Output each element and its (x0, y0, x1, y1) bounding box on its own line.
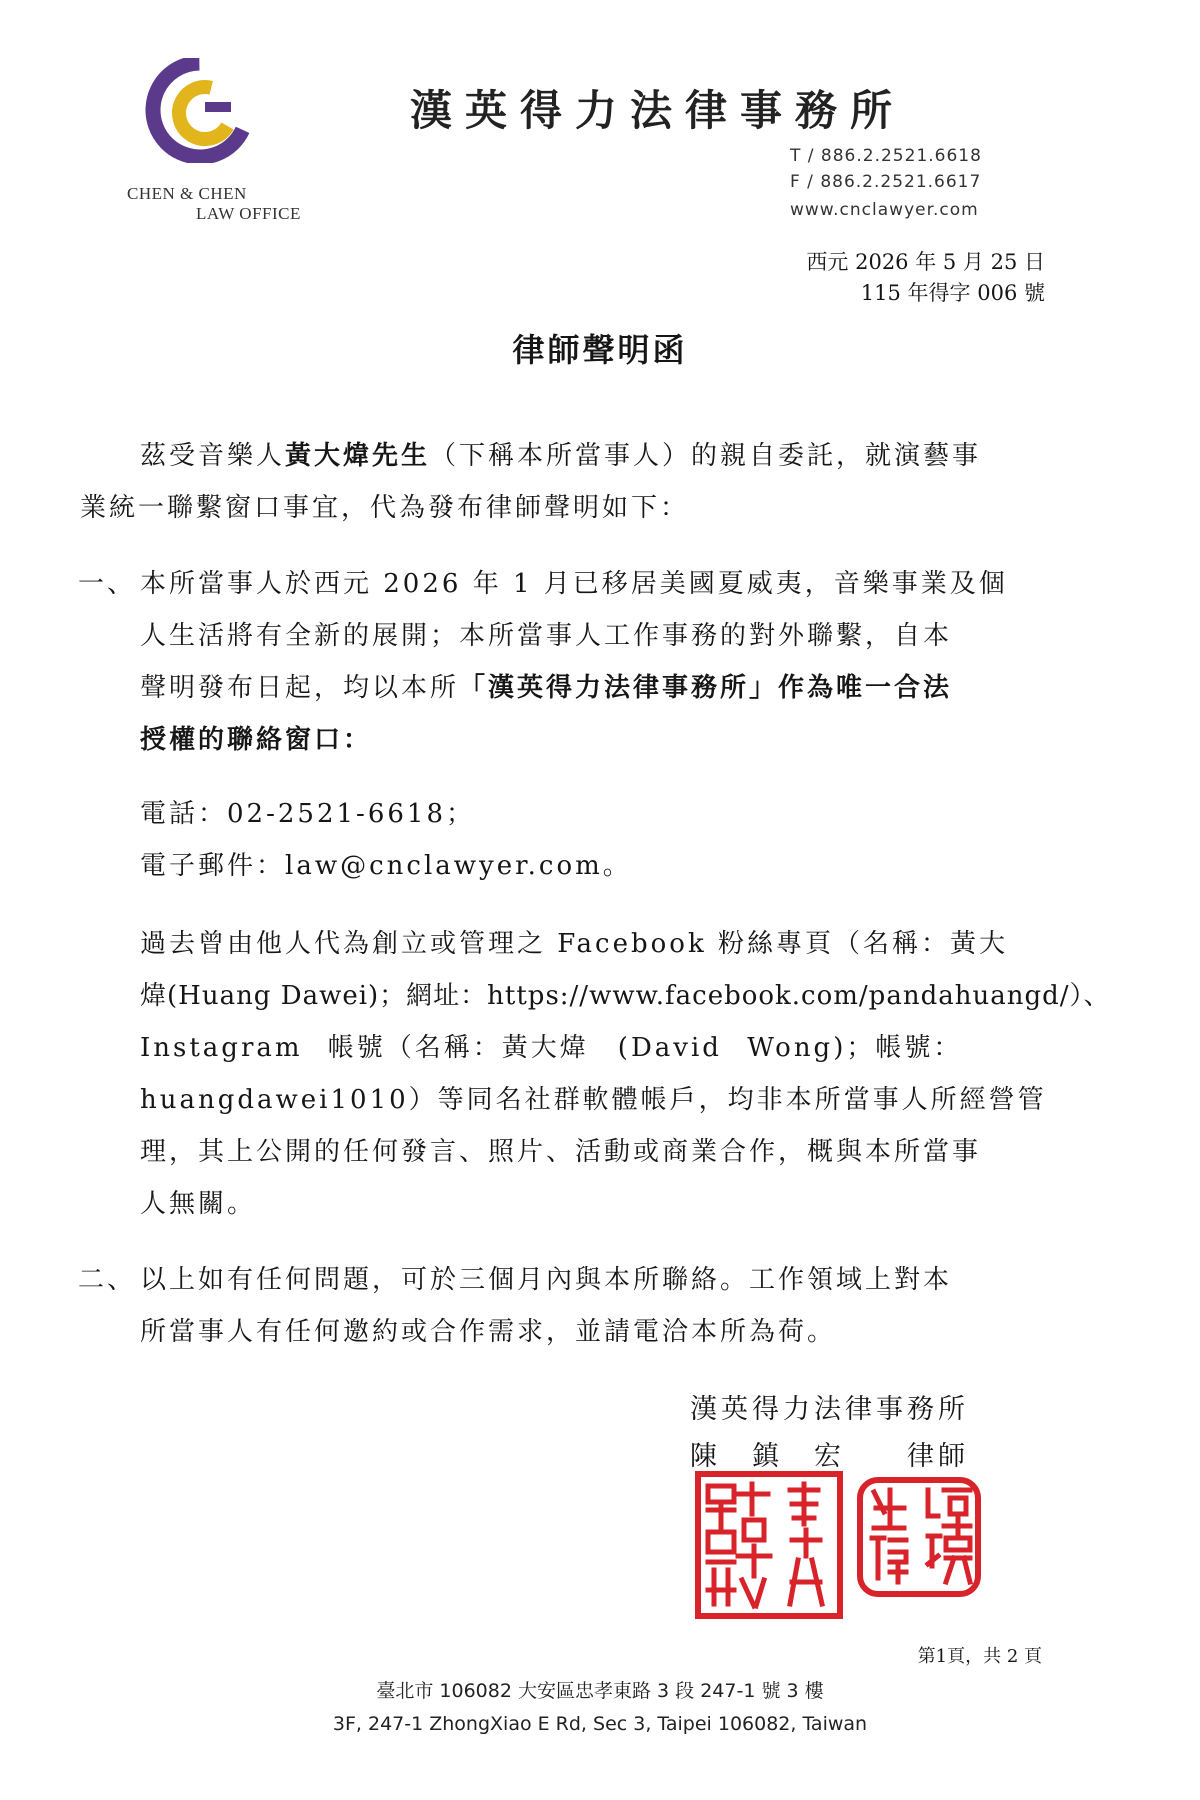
section-1-marker: 一、 (78, 569, 137, 599)
social-line-4: huangdawei1010）等同名社群軟體帳戶，均非本所當事人所經營管 (140, 1085, 1047, 1115)
intro-line-2: 業統一聯繫窗口事宜，代為發布律師聲明如下： (80, 493, 690, 523)
phone-number: T / 886.2.2521.6618 (790, 146, 982, 166)
social-line-3: Instagram 帳號（名稱：黃大煒 (David Wong)；帳號： (140, 1033, 963, 1063)
lawyer-seal-stamp (854, 1474, 984, 1600)
firm-seal-stamp (694, 1470, 844, 1620)
section-2-marker: 二、 (78, 1265, 137, 1295)
social-line-5: 理，其上公開的任何發言、照片、活動或商業合作，概與本所當事 (140, 1137, 982, 1167)
section-1-line-4: 授權的聯絡窗口： (140, 725, 373, 755)
logo-name-line2: LAW OFFICE (196, 204, 301, 223)
letter-date: 西元 2026 年 5 月 25 日 (806, 250, 1045, 274)
section-1-line-1: 本所當事人於西元 2026 年 1 月已移居美國夏威夷，音樂事業及個 (140, 569, 1008, 599)
website: www.cnclawyer.com (790, 200, 979, 220)
firm-logo-icon (125, 58, 275, 163)
section-2-line-1: 以上如有任何問題，可於三個月內與本所聯絡。工作領域上對本 (140, 1265, 953, 1295)
section-1-line-2: 人生活將有全新的展開；本所當事人工作事務的對外聯繫，自本 (140, 621, 953, 651)
social-line-2: 煒(Huang Dawei)；網址：https://www.facebook.com/pandahuangd/）、 (140, 981, 1111, 1011)
signature-lawyer: 陳 鎮 宏 律師 (690, 1441, 969, 1472)
signature-firm: 漢英得力法律事務所 (690, 1394, 969, 1425)
fax-number: F / 886.2.2521.6617 (790, 172, 982, 192)
page-indicator: 第1頁，共 2 頁 (917, 1646, 1042, 1667)
reference-number: 115 年得字 006 號 (860, 281, 1045, 305)
section-2-line-2: 所當事人有任何邀約或合作需求，並請電洽本所為荷。 (140, 1317, 837, 1347)
social-line-6: 人無關。 (140, 1189, 257, 1219)
intro-line-1: 茲受音樂人黃大煒先生（下稱本所當事人）的親自委託，就演藝事 (140, 441, 982, 471)
contact-phone: 電話：02-2521-6618； (140, 799, 475, 829)
firm-name: 漢英得力法律事務所 (410, 86, 906, 135)
footer-address-chinese: 臺北市 106082 大安區忠孝東路 3 段 247-1 號 3 樓 (376, 1680, 824, 1702)
section-1-line-3: 聲明發布日起，均以本所「漢英得力法律事務所」作為唯一合法 (140, 673, 953, 703)
contact-email: 電子郵件：law@cnclawyer.com。 (140, 851, 632, 881)
logo-name-line1: CHEN & CHEN (127, 184, 247, 203)
social-line-1: 過去曾由他人代為創立或管理之 Facebook 粉絲專頁（名稱：黃大 (140, 929, 1008, 959)
document-title: 律師聲明函 (512, 331, 688, 369)
footer-address-english: 3F, 247-1 ZhongXiao E Rd, Sec 3, Taipei 106082, Taiwan (332, 1713, 868, 1735)
